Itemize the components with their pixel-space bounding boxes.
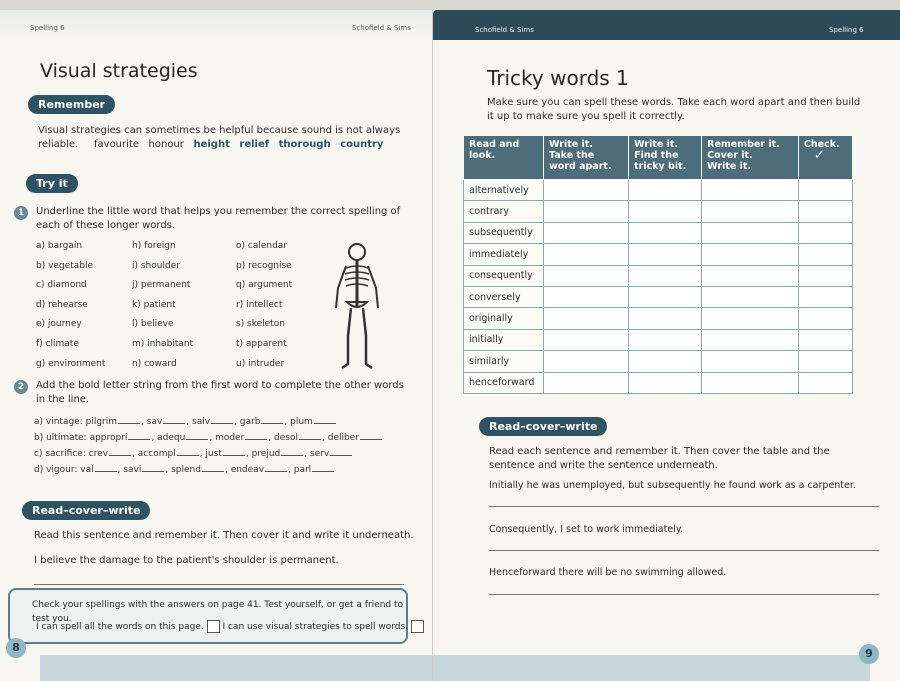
write-cell[interactable] — [798, 265, 852, 286]
word-cell: consequently — [464, 265, 544, 286]
answer-blank[interactable] — [142, 471, 164, 472]
word-item: l) believe — [132, 319, 174, 330]
table-header-cell — [544, 136, 629, 180]
example-word: relief — [239, 139, 270, 150]
word-cell: contrary — [464, 201, 544, 222]
intro-text-2: it up to make sure you spell it correctly. — [487, 111, 685, 122]
remember-text-1: Visual strategies can sometimes be helpful because sound is not always — [38, 125, 401, 136]
answer-blank[interactable] — [109, 455, 131, 456]
answer-blank[interactable] — [95, 471, 117, 472]
word-item: j) permanent — [132, 280, 191, 291]
left-bottom-band — [40, 655, 432, 681]
running-head-right: Spelling 6 — [829, 26, 864, 34]
header-line: look. — [469, 150, 496, 161]
right-top-band — [433, 10, 900, 40]
rcw-sentence: I believe the damage to the patient's shoulder is permanent. — [34, 555, 339, 566]
check-statements — [36, 620, 424, 634]
answer-blank[interactable] — [128, 439, 150, 440]
write-cell[interactable] — [544, 180, 629, 201]
write-cell[interactable] — [702, 201, 799, 222]
word-item: g) environment — [36, 358, 106, 369]
table-header-cell — [798, 136, 852, 180]
word-stem: pilgrim — [85, 417, 118, 427]
write-cell[interactable] — [798, 308, 852, 329]
word-item: p) recognise — [236, 260, 292, 271]
answer-blank[interactable] — [202, 471, 224, 472]
word-item: b) vegetable — [36, 260, 93, 271]
write-cell[interactable] — [629, 372, 702, 393]
write-cell[interactable] — [544, 286, 629, 307]
write-cell[interactable] — [629, 308, 702, 329]
answer-blank[interactable] — [312, 471, 334, 472]
write-cell[interactable] — [702, 180, 799, 201]
word-stem: , prejud — [245, 449, 281, 459]
write-cell[interactable] — [702, 222, 799, 243]
header-line: Remember it. — [707, 139, 780, 150]
fill-in-row — [34, 417, 337, 427]
write-cell[interactable] — [798, 286, 852, 307]
answer-blank[interactable] — [223, 455, 245, 456]
fill-in-label: d) vigour: — [34, 465, 81, 475]
page-number: 8 — [6, 638, 26, 658]
table-header-cell — [702, 136, 799, 180]
answer-line-3[interactable] — [489, 594, 879, 595]
write-cell[interactable] — [702, 286, 799, 307]
write-cell[interactable] — [544, 265, 629, 286]
answer-line-1[interactable] — [489, 506, 879, 507]
write-cell[interactable] — [629, 286, 702, 307]
answer-blank[interactable] — [314, 423, 336, 424]
running-head-publisher: Schofield & Sims — [352, 24, 411, 32]
word-cell: originally — [464, 308, 544, 329]
word-stem: , plum — [284, 417, 313, 427]
write-cell[interactable] — [629, 329, 702, 350]
word-cell: henceforward — [464, 372, 544, 393]
write-cell[interactable] — [629, 244, 702, 265]
answer-blank[interactable] — [330, 455, 352, 456]
table-row — [464, 286, 853, 307]
question-2-number: 2 — [14, 380, 28, 394]
answer-blank[interactable] — [245, 439, 267, 440]
write-cell[interactable] — [544, 372, 629, 393]
write-cell[interactable] — [544, 308, 629, 329]
header-line: Find the — [634, 150, 679, 161]
read-cover-write-label: Read–cover–write — [479, 417, 607, 436]
example-word: thorough — [278, 139, 331, 150]
header-line: ✓ — [813, 148, 825, 163]
word-item: m) inhabitant — [132, 339, 194, 349]
tricky-words-table — [463, 135, 853, 394]
word-stem: , accompl — [132, 449, 176, 459]
word-stem: , desol — [268, 433, 298, 443]
table-row — [464, 308, 853, 329]
answer-blank[interactable] — [299, 439, 321, 440]
word-cell: initially — [464, 329, 544, 350]
table-header-row — [464, 136, 853, 180]
word-stem: , adequ — [151, 433, 186, 443]
word-item: h) foreign — [132, 241, 176, 251]
word-cell: alternatively — [464, 180, 544, 201]
skeleton-illustration — [332, 242, 382, 370]
word-cell: similarly — [464, 351, 544, 372]
left-page — [0, 10, 433, 681]
answer-blank[interactable] — [163, 423, 185, 424]
answer-line[interactable] — [34, 584, 404, 585]
word-cell: subsequently — [464, 222, 544, 243]
example-word: height — [193, 139, 230, 150]
table-row — [464, 222, 853, 243]
fill-in-row — [34, 433, 383, 443]
question-2-text-2: in the line. — [36, 394, 90, 405]
word-item: i) shoulder — [132, 260, 180, 271]
write-cell[interactable] — [798, 222, 852, 243]
table-header-cell — [464, 136, 544, 180]
table-row — [464, 265, 853, 286]
right-page — [433, 10, 900, 681]
word-stem: , salv — [186, 417, 211, 427]
write-cell[interactable] — [629, 265, 702, 286]
word-stem: , deliber — [321, 433, 359, 443]
word-item: k) patient — [132, 299, 176, 310]
word-item: t) apparent — [236, 339, 287, 349]
running-head-publisher: Schofield & Sims — [475, 26, 534, 34]
write-cell[interactable] — [629, 351, 702, 372]
check-statement-b: I can use visual strategies to spell words. — [222, 622, 409, 632]
table-row — [464, 180, 853, 201]
word-item: r) intellect — [236, 299, 283, 310]
intro-text-1: Make sure you can spell these words. Take each word apart and then build — [487, 97, 861, 108]
write-cell[interactable] — [544, 244, 629, 265]
example-word: honour — [148, 139, 184, 150]
header-line: Check. — [803, 139, 840, 150]
table-row — [464, 244, 853, 265]
read-cover-write-label: Read–cover–write — [22, 501, 150, 520]
rcw-instruction-1: Read each sentence and remember it. Then cover the table and the — [489, 446, 830, 457]
header-line: Write it. — [707, 161, 752, 172]
word-item: n) coward — [132, 358, 177, 369]
fill-in-label: a) vintage: — [34, 417, 86, 427]
word-item: a) bargain — [36, 241, 83, 251]
write-cell[interactable] — [702, 244, 799, 265]
word-item: f) climate — [36, 339, 79, 349]
word-item: s) skeleton — [236, 319, 285, 330]
header-line: Cover it. — [707, 150, 753, 161]
write-cell[interactable] — [702, 329, 799, 350]
word-cell: immediately — [464, 244, 544, 265]
write-cell[interactable] — [629, 201, 702, 222]
word-item: u) intruder — [236, 358, 285, 369]
question-1-text-2: each of these longer words. — [36, 220, 176, 231]
write-cell[interactable] — [629, 222, 702, 243]
header-line: Take the — [549, 150, 595, 161]
answer-blank[interactable] — [265, 471, 287, 472]
header-line: tricky bit. — [634, 161, 687, 172]
word-item: d) rehearse — [36, 299, 88, 310]
word-item: c) diamond — [36, 280, 87, 291]
answer-line-2[interactable] — [489, 550, 879, 551]
fill-in-label: c) sacrifice: — [34, 449, 89, 459]
remember-text-2: reliable. — [38, 139, 79, 150]
write-cell[interactable] — [544, 222, 629, 243]
word-item: o) calendar — [236, 241, 288, 251]
word-stem: val — [80, 465, 94, 475]
remember-label: Remember — [28, 95, 115, 114]
page-number: 9 — [859, 644, 879, 664]
question-1-number: 1 — [14, 206, 28, 220]
word-item: e) journey — [36, 319, 82, 330]
try-it-label: Try it — [26, 174, 78, 193]
write-cell[interactable] — [544, 329, 629, 350]
write-cell[interactable] — [629, 180, 702, 201]
fill-in-row — [34, 465, 335, 475]
write-cell[interactable] — [702, 372, 799, 393]
right-bottom-band — [433, 655, 870, 681]
table-row — [464, 329, 853, 350]
write-cell[interactable] — [798, 372, 852, 393]
question-2-text-1: Add the bold letter string from the first word to complete the other words — [36, 380, 404, 391]
word-stem: , splend — [165, 465, 201, 475]
check-box-b[interactable] — [411, 620, 424, 633]
write-cell[interactable] — [798, 329, 852, 350]
word-stem: , endeav — [224, 465, 265, 475]
word-stem: , garb — [234, 417, 261, 427]
sentence-1: Initially he was unemployed, but subsequently he found work as a carpenter. — [489, 480, 856, 491]
answer-blank[interactable] — [360, 439, 382, 440]
word-stem: , just — [199, 449, 222, 459]
write-cell[interactable] — [798, 180, 852, 201]
sentence-3: Henceforward there will be no swimming allowed. — [489, 567, 727, 578]
page-title: Visual strategies — [40, 60, 198, 82]
check-instruction: Check your spellings with the answers on page 41. Test yourself, or get a friend to test you. — [32, 600, 404, 624]
answer-blank[interactable] — [281, 455, 303, 456]
check-box-a[interactable] — [207, 620, 220, 633]
write-cell[interactable] — [798, 244, 852, 265]
word-stem: appropri — [89, 433, 128, 443]
header-line: Write it. — [549, 139, 593, 150]
check-statement-a: I can spell all the words on this page. — [36, 622, 204, 632]
write-cell[interactable] — [702, 308, 799, 329]
running-head-left: Spelling 6 — [30, 24, 65, 32]
question-1-text-1: Underline the little word that helps you remember the correct spelling of — [36, 206, 401, 217]
word-stem: , savi — [117, 465, 142, 475]
word-item: q) argument — [236, 280, 293, 291]
rcw-instruction-2: sentence and write the sentence underneath. — [489, 460, 718, 471]
page-title: Tricky words 1 — [487, 66, 629, 90]
answer-blank[interactable] — [211, 423, 233, 424]
table-row — [464, 351, 853, 372]
example-word: favourite — [94, 139, 139, 150]
write-cell[interactable] — [544, 351, 629, 372]
example-word: country — [340, 139, 384, 150]
header-line: Read and — [469, 139, 520, 150]
table-header-cell — [629, 136, 702, 180]
fill-in-row — [34, 449, 353, 459]
rcw-instruction: Read this sentence and remember it. Then cover it and write it underneath. — [34, 530, 414, 541]
word-stem: , serv — [304, 449, 330, 459]
answer-blank[interactable] — [261, 423, 283, 424]
word-stem: , moder — [209, 433, 245, 443]
answer-blank[interactable] — [177, 455, 199, 456]
example-words — [94, 138, 383, 152]
write-cell[interactable] — [544, 201, 629, 222]
write-cell[interactable] — [798, 351, 852, 372]
header-line: word apart. — [549, 161, 612, 172]
write-cell[interactable] — [702, 351, 799, 372]
sentence-2: Consequently, I set to work immediately. — [489, 524, 684, 535]
self-check-box — [8, 588, 408, 644]
header-line: Write it. — [634, 139, 679, 150]
word-stem: , sav — [141, 417, 163, 427]
word-cell: conversely — [464, 286, 544, 307]
word-stem: crev — [88, 449, 109, 459]
table-row — [464, 201, 853, 222]
table-row — [464, 372, 853, 393]
answer-blank[interactable] — [186, 439, 208, 440]
write-cell[interactable] — [798, 201, 852, 222]
write-cell[interactable] — [702, 265, 799, 286]
fill-in-label: b) ultimate: — [34, 433, 90, 443]
answer-blank[interactable] — [118, 423, 140, 424]
word-stem: , parl — [288, 465, 312, 475]
